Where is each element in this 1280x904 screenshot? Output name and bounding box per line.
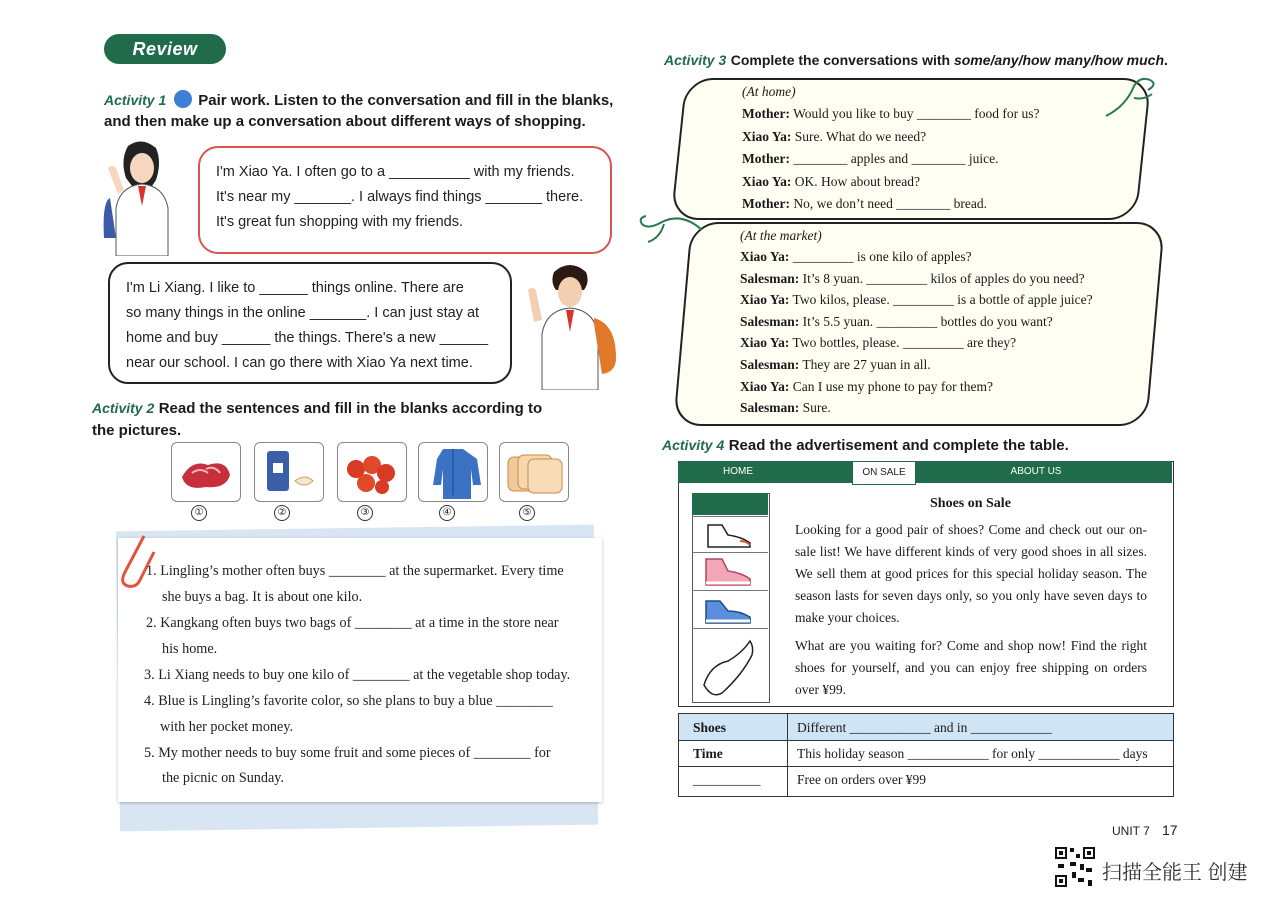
picture-number: ④ <box>439 505 455 521</box>
picture-number: ② <box>274 505 290 521</box>
table-head-cell: __________ <box>693 772 761 787</box>
market-line <box>740 379 993 395</box>
market-line <box>740 357 931 373</box>
table-head-cell: Time <box>693 746 723 761</box>
speaker: Salesman: <box>740 314 800 329</box>
speaker: Xiao Ya: <box>740 379 790 394</box>
activity4-table <box>678 713 1174 797</box>
line-text: They are 27 yuan in all. <box>802 357 931 372</box>
bread-picture <box>499 442 569 502</box>
line-text: Sure. <box>802 400 831 415</box>
qr-code-icon <box>1054 846 1096 888</box>
line-text: Sure. What do we need? <box>794 129 927 144</box>
vine-decoration-icon <box>634 210 704 250</box>
home-line <box>742 174 920 190</box>
meat-icon <box>172 443 240 501</box>
activity1-title-line1: Pair work. Listen to the conversation and fill in the blanks, <box>198 92 614 109</box>
speaker: Mother: <box>742 196 790 211</box>
activity3-heading <box>664 52 1184 70</box>
speaker: Xiao Ya: <box>740 249 790 264</box>
ad-paragraph: Looking for a good pair of shoes? Come and check out our on-sale list! We have different kinds of very good shoes in all sizes. We sell them at good prices for this special holiday season. The season lasts for seven days only, so you only have seven days to make your choices. <box>795 522 1147 625</box>
activity2-label: Activity 2 <box>92 400 155 416</box>
blue-coat-icon <box>419 443 487 501</box>
activity2-heading <box>92 397 592 442</box>
speaker: Mother: <box>742 151 790 166</box>
line-text: Two bottles, please. _________ are they? <box>792 335 1017 350</box>
shoe-cell <box>692 516 768 553</box>
review-label: Review <box>132 39 198 59</box>
watermark-text: 扫描全能王 创建 <box>1102 862 1248 884</box>
xiaoya-speech-bubble <box>198 146 612 254</box>
lixiang-line: near our school. I can go there with Xiao Ya next time. <box>126 355 473 371</box>
activity4-heading <box>662 437 1182 455</box>
table-text-cell: This holiday season ____________ for only ____________ days <box>797 746 1148 761</box>
girl-illustration-icon <box>98 138 188 256</box>
activity2-sentence: she buys a bag. It is about one kilo. <box>162 589 363 605</box>
ad-title: Shoes on Sale <box>930 496 1011 511</box>
speaker: Xiao Ya: <box>740 335 790 350</box>
picture-number: ③ <box>357 505 373 521</box>
line-text: It’s 8 yuan. _________ kilos of apples do you need? <box>802 271 1085 286</box>
activity3-title: Complete the conversations with <box>730 52 954 68</box>
activity2-sentence: 2. Kangkang often buys two bags of ________ at a time in the store near <box>146 615 559 631</box>
speaker: Xiao Ya: <box>742 129 792 144</box>
nav-tab-on-sale[interactable]: ON SALE <box>852 461 916 485</box>
market-line <box>740 292 1093 308</box>
market-heading: (At the market) <box>740 228 822 243</box>
activity4-title: Read the advertisement and complete the table. <box>728 437 1069 454</box>
picture-number: ⑤ <box>519 505 535 521</box>
flour-bag-icon <box>255 443 323 501</box>
bread-icon <box>500 443 568 501</box>
activity4-label: Activity 4 <box>662 437 725 453</box>
shoe-cell <box>692 628 768 701</box>
line-text: _________ is one kilo of apples? <box>792 249 972 264</box>
ad-nav-bar <box>678 461 1172 483</box>
shoe-cell <box>692 590 768 629</box>
activity3-label: Activity 3 <box>664 52 727 68</box>
pink-shoe-icon <box>692 553 768 591</box>
tomatoes-icon <box>338 443 406 501</box>
activity2-title-line2: the pictures. <box>92 422 182 439</box>
page-number: 17 <box>1162 822 1178 838</box>
line-text: Can I use my phone to pay for them? <box>792 379 993 394</box>
white-shoe-icon <box>692 517 768 553</box>
activity2-sentence: his home. <box>162 641 218 657</box>
xiaoya-line: I'm Xiao Ya. I often go to a __________ with my friends. <box>216 164 575 180</box>
meat-picture <box>171 442 241 502</box>
shoe-column-header <box>692 493 768 515</box>
lixiang-speech-bubble <box>108 262 512 384</box>
line-text: ________ apples and ________ juice. <box>793 151 999 166</box>
home-line <box>742 151 998 167</box>
line-text: OK. How about bread? <box>794 174 920 189</box>
flour-picture <box>254 442 324 502</box>
review-badge <box>104 34 226 64</box>
picture-number: ① <box>191 505 207 521</box>
activity2-title-line1: Read the sentences and fill in the blanks according to <box>158 400 543 417</box>
lixiang-line: home and buy ______ the things. There's a new ______ <box>126 330 489 346</box>
coat-picture <box>418 442 488 502</box>
activity1-label: Activity 1 <box>104 92 167 108</box>
activity2-sentence: with her pocket money. <box>160 719 294 735</box>
xiaoya-line: It's great fun shopping with my friends. <box>216 214 463 230</box>
speaker: Xiao Ya: <box>740 292 790 307</box>
home-line <box>742 196 987 212</box>
speaker: Salesman: <box>740 271 800 286</box>
activity3-title-italic: some/any/how many/how much <box>953 52 1165 68</box>
line-text: It’s 5.5 yuan. _________ bottles do you want? <box>802 314 1053 329</box>
line-text: No, we don’t need ________ bread. <box>793 196 987 211</box>
ad-paragraph: What are you waiting for? Come and shop now! Find the right shoes for yourself, and you can enjoy free shipping on orders over ¥99. <box>795 638 1147 697</box>
table-text-cell: Free on orders over ¥99 <box>797 772 926 787</box>
xiaoya-line: It's near my _______. I always find things _______ there. <box>216 189 584 205</box>
table-divider <box>787 714 788 796</box>
nav-tab-about-us[interactable]: ABOUT US <box>1010 466 1062 477</box>
table-text-cell: Different ____________ and in ____________ <box>797 720 1052 735</box>
activity2-sentence: the picnic on Sunday. <box>162 770 285 786</box>
home-line <box>742 129 926 145</box>
market-line <box>740 314 1053 330</box>
activity2-sentence: 3. Li Xiang needs to buy one kilo of ________ at the vegetable shop today. <box>144 667 571 683</box>
home-heading: (At home) <box>742 84 796 99</box>
activity2-sentence: 5. My mother needs to buy some fruit and some pieces of ________ for <box>144 745 551 761</box>
market-line <box>740 400 831 416</box>
activity2-sentence: 4. Blue is Lingling’s favorite color, so she plans to buy a blue ________ <box>144 693 553 709</box>
market-line <box>740 271 1085 287</box>
activity1-heading <box>104 90 624 132</box>
lixiang-line: I'm Li Xiang. I like to ______ things online. There are <box>126 280 464 296</box>
table-head-cell: Shoes <box>693 720 727 735</box>
vine-decoration-icon <box>1104 76 1166 122</box>
nav-tab-home[interactable]: HOME <box>723 466 753 477</box>
speaker: Salesman: <box>740 357 800 372</box>
speaker: Mother: <box>742 106 790 121</box>
tomatoes-picture <box>337 442 407 502</box>
market-line <box>740 249 972 265</box>
boy-illustration-icon <box>520 262 624 390</box>
sketch-shoe-icon <box>692 629 768 701</box>
speaker: Xiao Ya: <box>742 174 792 189</box>
speaker-icon[interactable] <box>174 90 192 108</box>
activity2-sentence: 1. Lingling’s mother often buys ________ at the supermarket. Every time <box>146 563 564 579</box>
line-text: Would you like to buy ________ food for us? <box>793 106 1040 121</box>
line-text: Two kilos, please. _________ is a bottle of apple juice? <box>792 292 1093 307</box>
unit-label: UNIT 7 <box>1112 824 1150 838</box>
activity1-title-line2: and then make up a conversation about different ways of shopping. <box>104 113 586 130</box>
shoe-cell <box>692 552 768 591</box>
blue-shoe-icon <box>692 591 768 629</box>
speaker: Salesman: <box>740 400 800 415</box>
lixiang-line: so many things in the online _______. I can just stay at <box>126 305 480 321</box>
home-line <box>742 106 1040 122</box>
activity3-title-end: . <box>1164 52 1168 68</box>
market-line <box>740 335 1016 351</box>
